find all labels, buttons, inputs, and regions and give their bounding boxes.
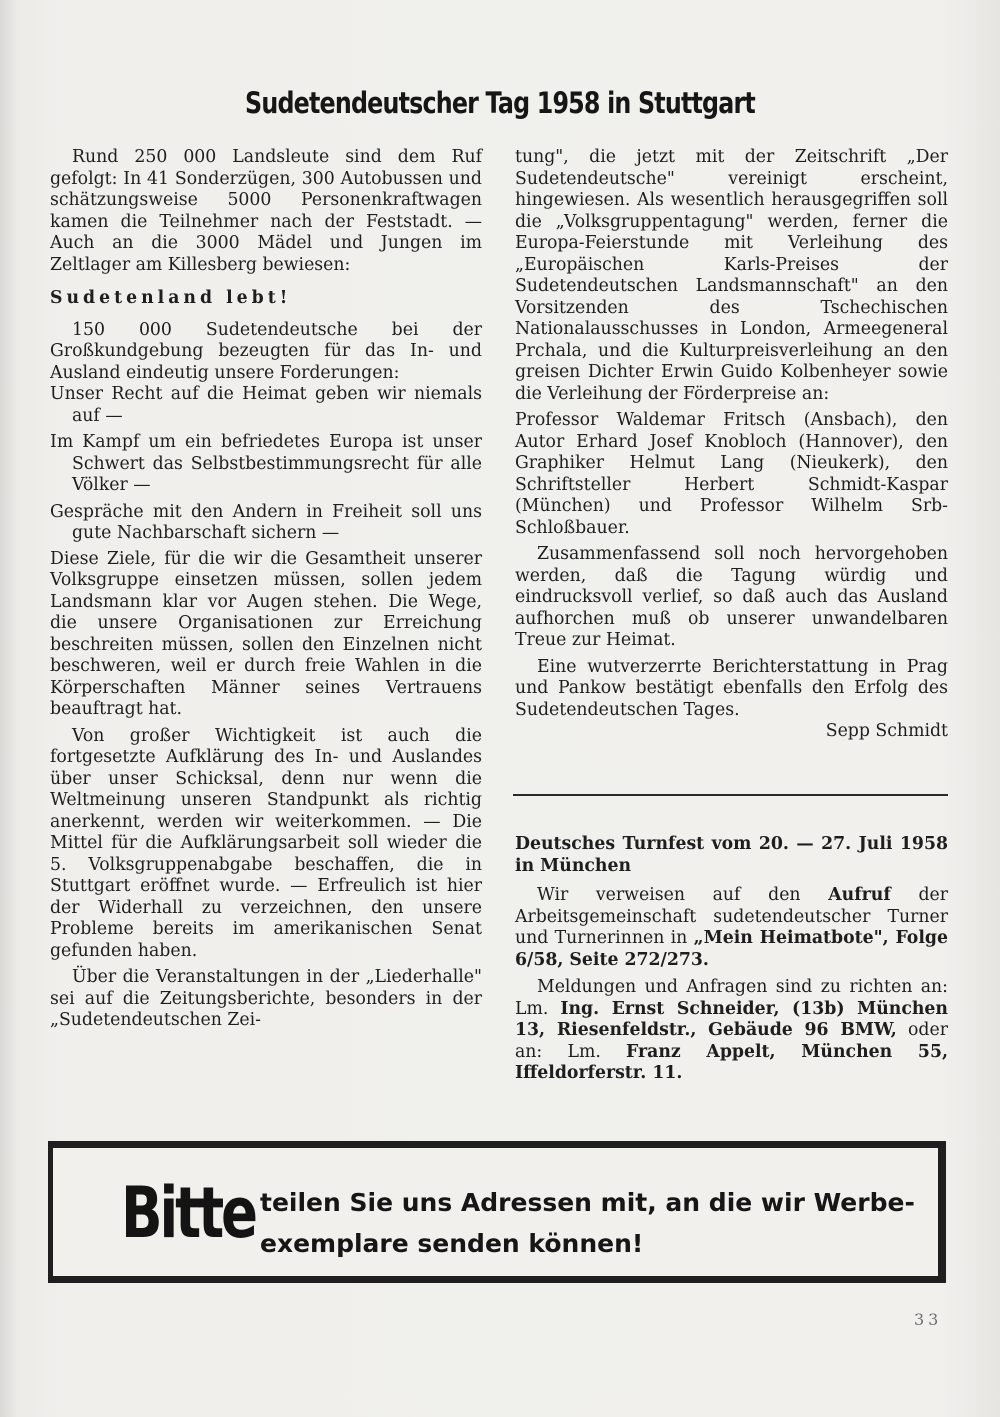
demand-2: Im Kampf um ein befriedetes Europa ist unser Schwert das Selbstbestimmungsrecht für alle Völker — — [50, 432, 482, 495]
text-span: oder an: Lm. — [515, 1020, 948, 1062]
subheading: Sudetenland lebt! — [50, 288, 292, 308]
aufruf-text: Aufruf — [828, 885, 891, 905]
goals-paragraph: Diese Ziele, für die wir die Gesamtheit unserer Volksgruppe einsetzen müssen, sollen jedem Landsmann klar vor Augen stehen. Die Wege, die unsere Organisationen zur Erreichung beschreiten müssen, sollen den Einzelnen nicht beschweren, weil er durch freie Wahlen in die Körperschaften Männer seines Vertrauens beauftragt hat. — [50, 548, 482, 719]
kundgebung-paragraph: 150 000 Sudetendeutsche bei der Großkundgebung bezeugten für das In- und Ausland eindeutig unsere Forderungen: — [50, 319, 482, 383]
section-divider — [513, 794, 948, 796]
left-column — [50, 147, 482, 1032]
text-span: der Arbeitsgemeinschaft sudetendeutscher Turner und Turnerinnen in — [515, 885, 949, 948]
text-span: Meldungen und Anfragen sind zu richten an: Lm. — [515, 977, 948, 1019]
turnfest-heading: Deutsches Turnfest vom 20. — 27. Juli 1958 in München — [515, 834, 948, 876]
banner-line-2: exemplare senden können! — [260, 1229, 644, 1258]
text-span: Wir verweisen auf den — [537, 885, 801, 905]
banner-big-word: Bitte — [121, 1172, 255, 1254]
article-title: Sudetendeutscher Tag 1958 in Stuttgart — [245, 86, 755, 120]
turnfest-paragraph-1 — [515, 885, 948, 971]
signature: Sepp Schmidt — [825, 721, 948, 741]
turnfest-paragraph-2 — [515, 977, 948, 1085]
aufklaerung-paragraph: Von großer Wichtigkeit ist auch die fortgesetzte Aufklärung des In- und Auslandes über unser Schicksal, denn nur wenn die Weltmeinung unseren Standpunkt als richtig anerkennt, werden wir weiterkommen. — Die Mittel für die Aufklärungsarbeit soll wieder die 5. Volksgruppenabgabe beschaffen, die in Stuttgart eröffnet wurde. — Erfreulich ist hier der Widerhall zu verzeichnen, den unsere Probleme bereits im amerikanischen Senat gefunden haben. — [50, 725, 482, 961]
summary-paragraph: Zusammenfassend soll noch hervorgehoben werden, daß die Tagung würdig und eindrucksvoll verlief, so daß auch das Ausland aufhorchen muß ob unserer unwandelbaren Treue zur Heimat. — [515, 544, 948, 650]
contact-appelt: Franz Appelt, München 55, Iffeldorferstr. 11. — [515, 1041, 948, 1083]
contact-schneider: Ing. Ernst Schneider, (13b) München 13, Riesenfeldstr., Gebäude 96 BMW, — [515, 998, 948, 1040]
demand-3: Gespräche mit den Andern in Freiheit soll uns gute Nachbarschaft sichern — — [50, 501, 482, 543]
continuation-paragraph: tung", die jetzt mit der Zeitschrift „Der Sudetendeutsche" vereinigt erscheint, hingewiesen. Als wesentlich herausgegriffen soll die „Volksgruppentagung" werden, ferner die Europa-Feierstunde mit Verleihung des „Europäischen Karls-Preises der Sudetendeutschen Landsmannschaft" an den Vorsitzenden des Tschechischen Nationalausschusses in London, Armeegeneral Prchala, und die Kulturpreisverleihung an den greisen Dichter Erwin Guido Kolbenheyer sowie die Verleihung der Förderpreise an: — [515, 147, 948, 404]
veranstaltungen-paragraph: Über die Veranstaltungen in der „Liederhalle" sei auf die Zeitungsberichte, besonders in der „Sudetendeutschen Zei- — [50, 967, 482, 1030]
appeal-banner — [48, 1141, 946, 1283]
page-number: 33 — [914, 1310, 943, 1329]
demand-1: Unser Recht auf die Heimat geben wir niemals auf — — [50, 384, 482, 426]
banner-text — [260, 1182, 920, 1264]
intro-paragraph: Rund 250 000 Landsleute sind dem Ruf gefolgt: In 41 Sonderzügen, 300 Autobussen und schätzungsweise 5000 Personenkraftwagen kamen die Teilnehmer nach der Feststadt. — Auch an die 3000 Mädel und Jungen im Zeltlager am Killesberg bewiesen: — [50, 147, 482, 275]
recipients-paragraph: Professor Waldemar Fritsch (Ansbach), den Autor Erhard Josef Knobloch (Hannover), den Graphiker Helmut Lang (Nieukerk), den Schriftsteller Herbert Schmidt-Kaspar (München) und Professor Wilhelm Srb-Schloßbauer. — [515, 410, 948, 538]
source-reference: „Mein Heimatbote", Folge 6/58, Seite 272/273. — [515, 928, 948, 970]
turnfest-notice — [515, 834, 948, 1085]
right-column — [515, 147, 948, 743]
prague-paragraph: Eine wutverzerrte Berichterstattung in Prag und Pankow bestätigt ebenfalls den Erfolg des Sudetendeutschen Tages. — [515, 656, 948, 720]
banner-line-1: teilen Sie uns Adressen mit, an die wir Werbe- — [260, 1188, 915, 1217]
